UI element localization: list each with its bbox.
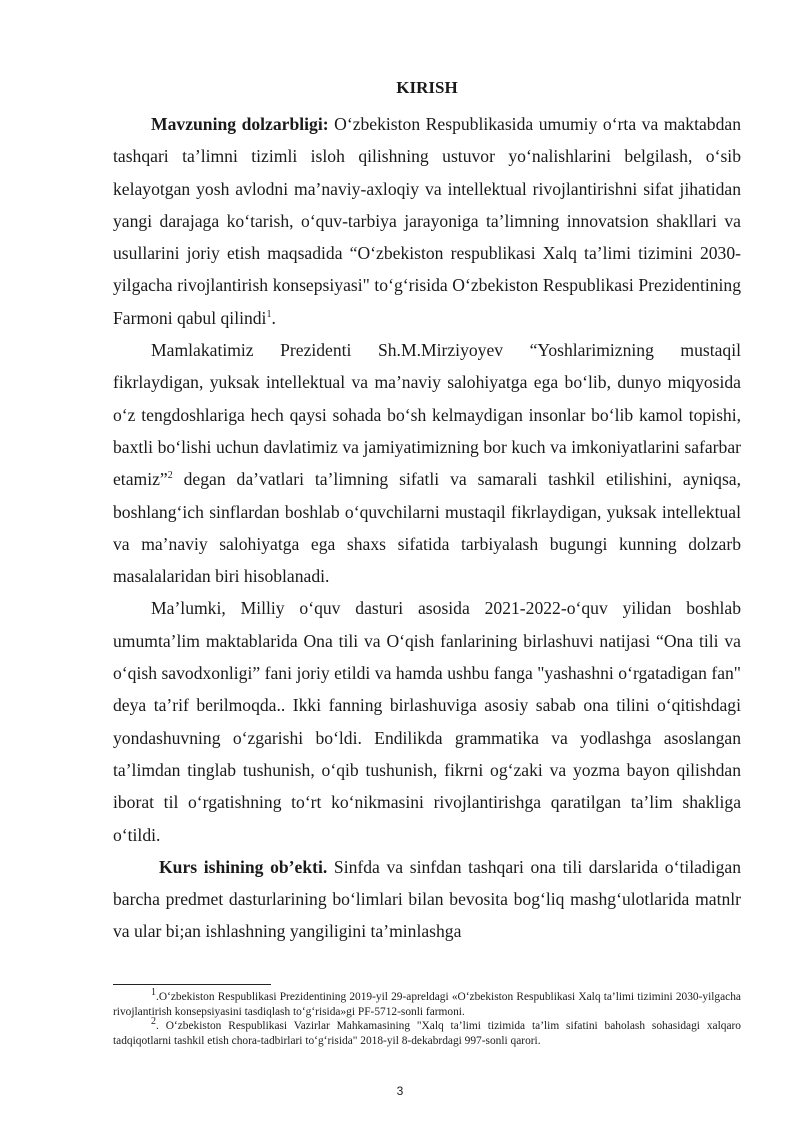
page-title: KIRISH <box>396 78 458 97</box>
footnote-1 <box>113 987 741 1019</box>
footnote-mark-2: 2 <box>151 1016 156 1028</box>
footnote-ref-1[interactable]: 1 <box>266 308 272 320</box>
paragraph-relevance <box>113 108 741 334</box>
paragraph-course-object <box>113 851 741 948</box>
footnote-2 <box>113 1016 741 1048</box>
footnote-ref-2[interactable]: 2 <box>167 470 173 482</box>
course-object-text: Sinfda va sinfdan tashqari ona tili darslarida o‘tiladigan barcha predmet dasturlarining bo‘limlari bilan bevosita bog‘liq mashg‘ulotlarida matnlr va ular bi;an ishlashning yangiligini ta’minlashga <box>113 856 742 942</box>
footnote-separator <box>113 984 271 985</box>
paragraph-national-curriculum: Ma’lumki, Milliy o‘quv dasturi asosida 2021-2022-o‘quv yilidan boshlab umumta’lim maktablarida Ona tili va O‘qish fanlarining birlashuvi natijasi “Ona tili va o‘qish savodxonligi” fani joriy etildi va hamda ushbu fanga "yashashni o‘rgatadigan fan" deya ta’rif berilmoqda.. Ikki fanning birlashuviga asosiy sabab ona tilini o‘qitishdagi yondashuvning o‘zgarishi bo‘ldi. Endilikda grammatika va yodlashga asoslangan ta’limdan tinglab tushunish, o‘qib tushunish, fikrni og‘zaki va yozma bayon qilishdan iborat til o‘rgatishning to‘rt ko‘nikmasini rivojlantirishga qaratilgan ta’lim shakliga o‘tildi. <box>113 598 741 845</box>
quote-text: Mamlakatimiz Prezidenti Sh.M.Mirziyoyev “Yoshlarimizning mustaqil fikrlaydigan, yuksak intellektual va ma’naviy salohiyatga ega bo‘lib, dunyo miqyosida o‘z tengdoshlariga hech qaysi sohada bo‘sh kelmaydigan insonlar bo‘lib kamol topishi, baxtli bo‘lishi uchun davlatimiz va jamiyatimizning bor kuch va imkoniyatlarini safarbar etamiz” <box>113 340 741 490</box>
quote-continuation: degan da’vatlari ta’limning sifatli va samarali tashkil etilishini, ayniqsa, boshlang‘ich sinflardan boshlab o‘quvchilarni mustaqil fikrlaydigan, yuksak intellektual va ma’naviy salohiyatga ega shaxs sifatida tarbiyalash bugungi kunning dolzarb masalalaridan biri hisoblanadi. <box>113 469 741 587</box>
relevance-heading: Mavzuning dolzarbligi: <box>151 114 329 134</box>
course-object-heading: Kurs ishining ob’ekti. <box>159 856 328 877</box>
footnote-text-2: . O‘zbekiston Respublikasi Vazirlar Mahkamasining "Xalq ta’limi tizimida ta’lim sifatini baholash sohasidagi xalqaro tadqiqotlarni tashkil etish chora-tadbirlari to‘g‘risida" 2018-yil 8-dekabrdagi 997-sonli qarori. <box>113 1020 741 1047</box>
page-number: 3 <box>396 1084 404 1098</box>
footnotes <box>113 984 741 1048</box>
document-body <box>113 74 741 948</box>
footnote-text-1: .O‘zbekiston Respublikasi Prezidentining 2019-yil 29-apreldagi «O‘zbekiston Respublikasi Xalq ta’limi tizimini 2030-yilgacha rivojlantirish konsepsiyasini tasdiqlash to‘g‘risida»gi PF-5712-sonli farmoni. <box>113 991 741 1018</box>
relevance-end: . <box>271 307 276 328</box>
paragraph-president-quote <box>113 334 741 592</box>
footnote-mark-1: 1 <box>151 987 156 999</box>
relevance-text: O‘zbekiston Respublikasida umumiy o‘rta va maktabdan tashqari ta’limni tizimli isloh qilishning ustuvor yo‘nalishlarini belgilash, o‘sib kelayotgan yosh avlodni ma’naviy-axloqiy va intellektual rivojlantirishni sifat jihatidan yangi darajaga ko‘tarish, o‘quv-tarbiya jarayoniga ta’limning innovatsion shakllari va usullarini joriy etish maqsadida “O‘zbekiston respublikasi Xalq ta’limi tizimini 2030-yilgacha rivojlantirish konsepsiyasi" to‘g‘risida O‘zbekiston Respublikasi Prezidentining Farmoni qabul qilindi <box>113 114 742 328</box>
